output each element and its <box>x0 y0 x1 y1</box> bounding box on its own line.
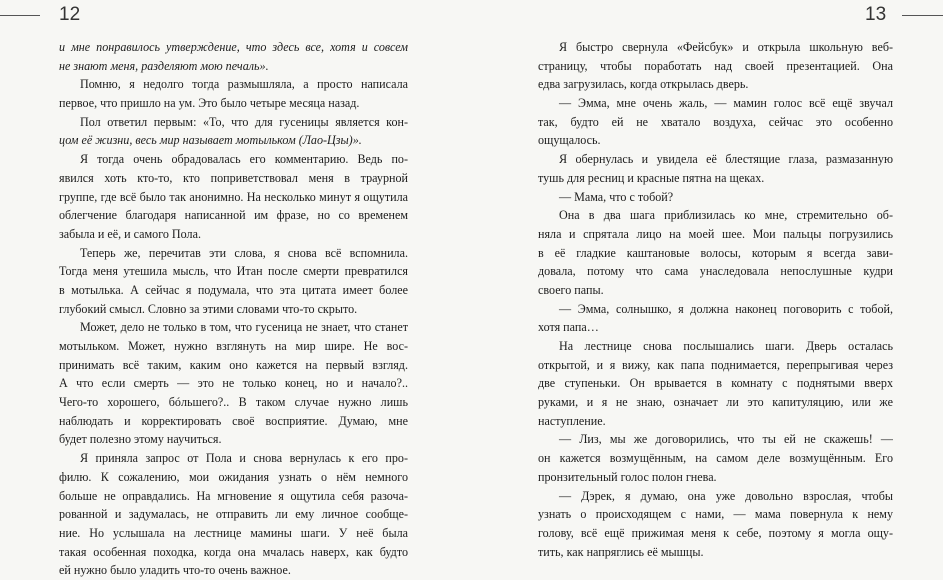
text-line: в её гладкие каштановые волосы, которым я всегда зави- <box>538 245 893 260</box>
text-line: голову, всё ещё прижимая меня к себе, поэтому я могла ощу- <box>538 525 893 540</box>
text-line: руками, и я не знаю, означает ли это капитуляцию, или же <box>538 395 893 410</box>
text-line: Помню, я недолго тогда размышляла, а просто написала <box>80 77 408 92</box>
text-line: — Лиз, мы же договорились, что ты ей не скажешь! — <box>559 432 893 447</box>
text-line: ние. Но услышала на лестнице мамины шаги. У неё была <box>59 525 408 540</box>
text-line: Я тогда очень обрадовалась его комментарию. Ведь по- <box>80 152 408 167</box>
text-line: едва загрузилась, когда открылась дверь. <box>538 77 749 92</box>
text-line: Может, дело не только в том, что гусеница не знает, что станет <box>80 320 408 335</box>
text-line: Чего-то хорошего, бóльшего?.. В таком случае нужно лишь <box>59 395 408 410</box>
text-line: ей нужно было уладить что-то очень важное. <box>59 563 291 578</box>
text-line: А что если смерть — это не только конец, но и начало?.. <box>59 376 408 391</box>
text-line: и мне понравилось утверждение, что здесь все, хотя и совсем <box>59 40 408 54</box>
text-line: наступление. <box>538 413 606 428</box>
text-line: — Эмма, солнышко, я должна наконец поговорить с тобой, <box>559 301 893 316</box>
text-line: облегчение благодаря написанной им фразе, но со временем <box>59 208 408 223</box>
text-line: Я быстро свернула «Фейсбук» и открыла школьную веб- <box>559 40 893 54</box>
text-line: принимать всё таким, каким оно кажется на первый взгляд. <box>59 357 408 372</box>
text-line: мотыльком. Может, нужно взглянуть на мир шире. Не вос- <box>59 339 408 353</box>
text-line: пронзительный голос полон гнева. <box>538 469 717 484</box>
text-line: Она в два шага приблизилась ко мне, стремительно об- <box>559 208 893 223</box>
text-line: не знают меня, разделяют мою печаль». <box>59 58 269 73</box>
text-line: больше не оправдались. На мгновение я ощутила себя разоча- <box>59 488 408 503</box>
text-line: будет полезно этому научиться. <box>59 432 222 447</box>
text-line: страницу, чтобы поработать над своей презентацией. Она <box>538 58 893 73</box>
text-line: глубокий смысл. Словно за этими словами что-то скрыто. <box>59 301 358 316</box>
text-line: первое, что пришло на ум. Это было четыре месяца назад. <box>59 96 360 111</box>
text-line: тить, как напряглись её мышцы. <box>538 544 704 559</box>
text-line: — Дэрек, я думаю, она уже довольно взрослая, чтобы <box>559 488 893 503</box>
text-line: рованной и задумалась, не отправить ли ему личное сообще- <box>59 507 408 522</box>
left-page-text <box>59 38 408 580</box>
text-line: тушь для ресниц и красные пятна на щеках. <box>538 170 765 185</box>
text-line: такая особенная походка, когда она мчалась наверх, как будто <box>59 544 408 559</box>
text-line: — Мама, что с тобой? <box>559 189 674 204</box>
text-line: открытой, и я вижу, как папа поднимается, перепрыгивая через <box>538 357 893 372</box>
text-line: довала, потому что сама унаследовала непослушные кудри <box>538 264 893 279</box>
text-line: На лестнице снова послышались шаги. Дверь осталась <box>559 339 893 353</box>
text-line: Пол ответил первым: «То, что для гусеницы является кон- <box>80 114 408 129</box>
header-rule-left <box>0 15 40 16</box>
text-line: хотя папа… <box>538 320 599 335</box>
text-line: забыла и её, и самого Пола. <box>59 226 201 241</box>
text-line: так, будто ей не хватало воздуха, сейчас это особенно <box>538 114 893 129</box>
text-line: группе, где всё было так анонимно. На несколько минут я ощутила <box>59 189 408 204</box>
text-line: две ступеньки. Он врывается в комнату с поднятыми вверх <box>538 376 893 391</box>
text-line: Теперь же, перечитав эти слова, я снова всё вспомнила. <box>80 245 408 260</box>
text-line: филю. К сожалению, мои ожидания узнать о нём немного <box>59 469 408 484</box>
page-number-left: 12 <box>59 4 81 25</box>
text-line: узнать о происходящем с нами, — мама повернула к нему <box>538 507 893 522</box>
text-line: Я обернулась и увидела её блестящие глаза, размазанную <box>559 152 893 167</box>
text-line: он кажется возмущённым, на самом деле возмущённым. Его <box>538 451 893 466</box>
text-line: ощущалось. <box>538 133 601 148</box>
text-line: — Эмма, мне очень жаль, — мамин голос всё ещё звучал <box>559 96 893 111</box>
text-line: в мотылька. А сейчас я подумала, что эта цитата имеет более <box>59 282 408 297</box>
text-line: явился хоть кто-то, кто поприветствовал меня в траурной <box>59 170 408 185</box>
text-line: няла и спрятала лицо на моей шее. Мои пальцы погрузились <box>538 226 893 241</box>
text-line: Тогда меня утешила мысль, что Итан после смерти превратился <box>59 264 408 279</box>
text-line: наблюдать и корректировать своё восприятие. Думаю, мне <box>59 413 408 428</box>
right-page-text <box>538 38 893 561</box>
text-line: Я приняла запрос от Пола и снова вернулась к его про- <box>80 451 408 466</box>
header-rule-right <box>902 15 943 16</box>
text-line: своего папы. <box>538 282 604 297</box>
page-number-right: 13 <box>865 4 887 25</box>
text-line: цом её жизни, весь мир называет мотыльком (Лао-Цзы)». <box>59 133 362 148</box>
